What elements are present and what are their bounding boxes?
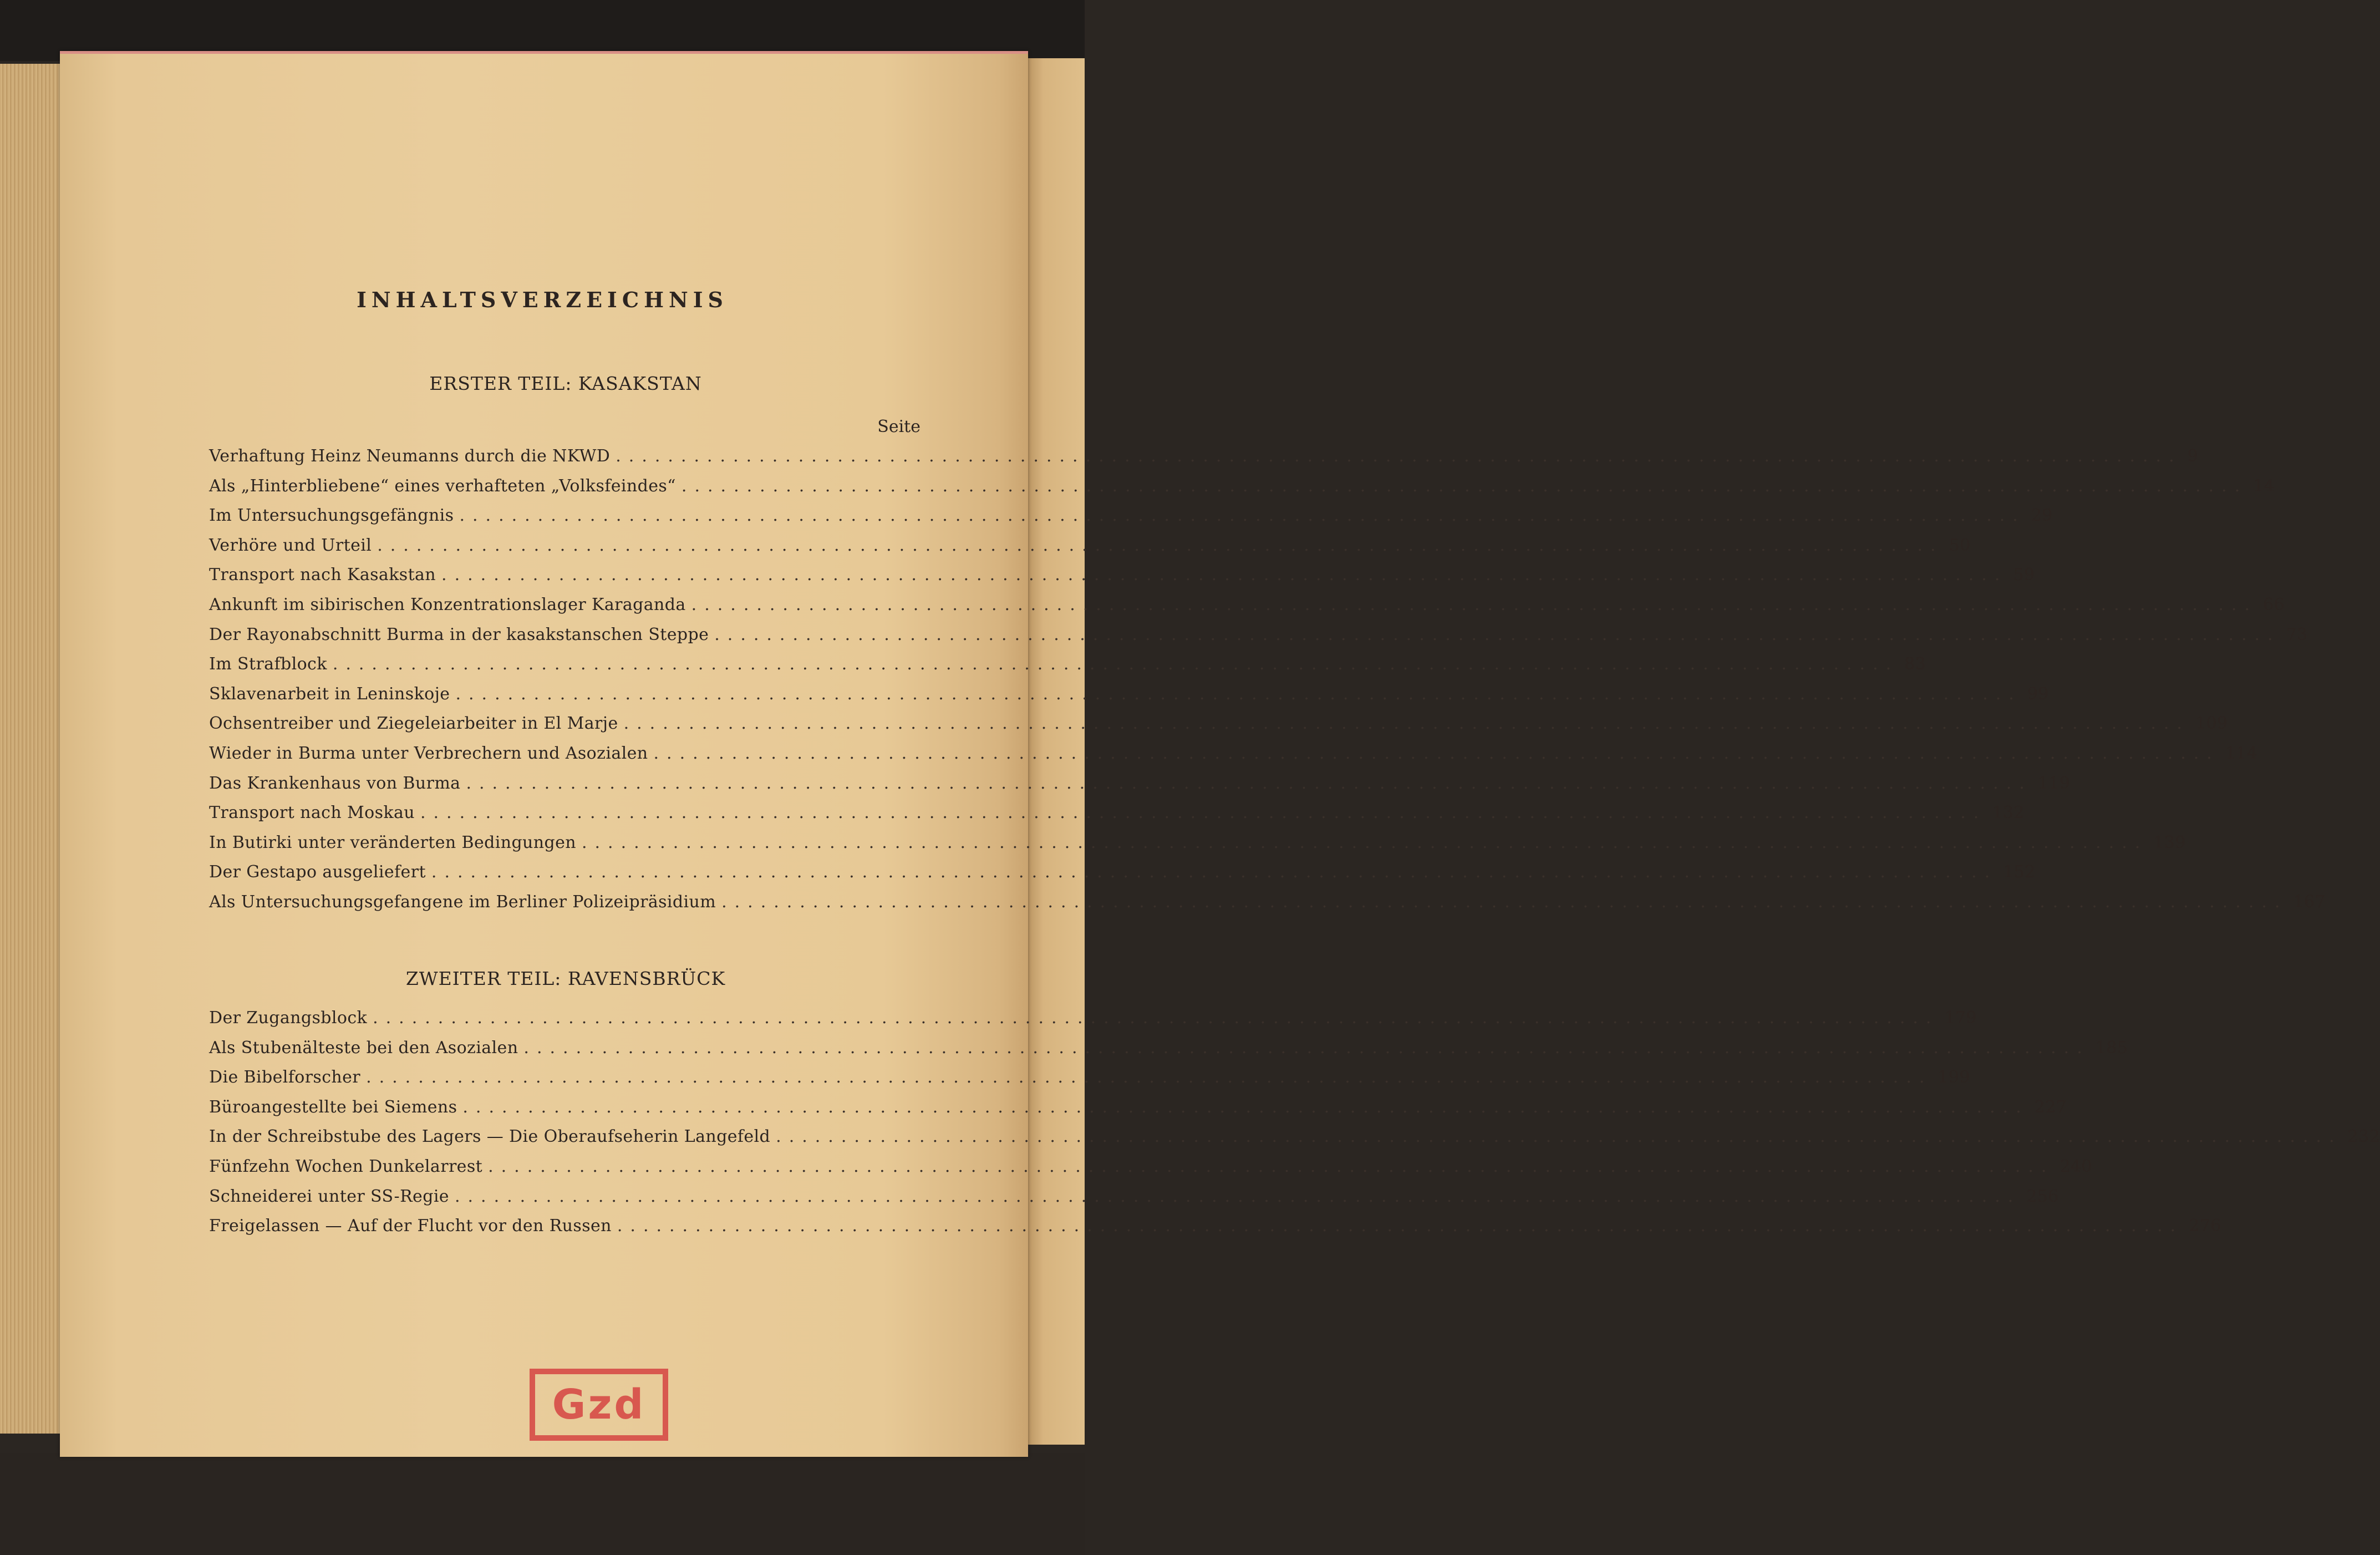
- toc-entry: [209, 743, 2258, 774]
- toc-entry-title: Freigelassen — Auf der Flucht vor den Russen: [209, 1216, 612, 1236]
- toc-entry: [209, 535, 1971, 566]
- toc-entry-page: 227: [2034, 1097, 2067, 1117]
- toc-leader-dots: ........................................................................................................................: [623, 714, 2190, 734]
- toc-leader-dots: ........................................................................................................................: [459, 506, 2026, 526]
- toc-entry-page: 152: [2003, 862, 2036, 882]
- toc-entry: [209, 714, 2228, 744]
- toc-entry-title: Schneiderei unter SS-Regie: [209, 1186, 449, 1206]
- toc-entry-page: 9: [2187, 446, 2199, 466]
- toc-entry-title: Ochsentreiber und Ziegeleiarbeiter in El Marje: [209, 714, 618, 734]
- background-shadow-bottom: [0, 1453, 1085, 1555]
- toc-entry: [209, 892, 2326, 922]
- stamp-text: Gzd: [552, 1381, 646, 1429]
- toc-leader-dots: ........................................................................................................................: [377, 535, 1944, 555]
- toc-entry-title: Als „Hinterbliebene“ eines verhafteten „Volksfeindes“: [209, 476, 676, 496]
- toc-entry: [209, 1156, 2092, 1187]
- toc-entry-page: 109: [2195, 714, 2228, 734]
- toc-entry: [209, 594, 2285, 625]
- toc-entry-page: 119: [2037, 773, 2071, 793]
- toc-leader-dots: ........................................................................................................................: [366, 1068, 1933, 1088]
- toc-entry: [209, 1127, 2380, 1157]
- toc-leader-dots: ........................................................................................................................: [455, 684, 2022, 704]
- toc-entry: [209, 654, 1926, 684]
- toc-leader-dots: ........................................................................................................................: [373, 1008, 1939, 1028]
- toc-entry-page: 139: [2153, 832, 2186, 852]
- toc-leader-dots: ........................................................................................................................: [462, 1097, 2029, 1117]
- toc-entry-title: Transport nach Moskau: [209, 803, 415, 823]
- book-page-edges: [0, 64, 67, 1434]
- toc-entry-page: 276: [2189, 1216, 2221, 1236]
- toc-leader-dots: ........................................................................................................................: [653, 743, 2220, 763]
- toc-leader-dots: ........................................................................................................................: [332, 654, 1899, 674]
- toc-entry: [209, 624, 2308, 655]
- toc-leader-dots: ........................................................................................................................: [581, 832, 2148, 852]
- toc-entry: [209, 1038, 2128, 1068]
- part-2-heading: ZWEITER TEIL: RAVENSBRÜCK: [405, 968, 726, 989]
- toc-entry: [209, 565, 2035, 595]
- toc-entry: [209, 506, 2053, 536]
- page-column-label: Seite: [877, 417, 921, 436]
- toc-leader-dots: ........................................................................................................................: [488, 1156, 2054, 1176]
- toc-entry-page: 199: [1937, 1068, 1970, 1088]
- toc-entry-title: Büroangestellte bei Siemens: [209, 1097, 457, 1117]
- toc-entry-page: 83: [1904, 654, 1926, 674]
- toc-leader-dots: ........................................................................................................................: [441, 565, 2008, 585]
- toc-leader-dots: ........................................................................................................................: [420, 803, 1987, 823]
- part-1-heading: ERSTER TEIL: KASAKSTAN: [429, 373, 702, 394]
- toc-entry-title: Das Krankenhaus von Burma: [209, 773, 461, 793]
- toc-entry-page: 132: [1992, 803, 2025, 823]
- toc-entry: [209, 1008, 1977, 1038]
- contents-title: INHALTSVERZEICHNIS: [357, 287, 728, 312]
- toc-entry: [209, 684, 2049, 714]
- toc-entry: [209, 1186, 2059, 1217]
- toc-entry-page: 50: [1949, 535, 1971, 555]
- toc-part-2: [209, 1008, 2380, 1246]
- toc-entry-page: 167: [2293, 892, 2326, 912]
- toc-entry-page: 114: [2225, 743, 2258, 763]
- toc-entry: [209, 1068, 1970, 1097]
- toc-leader-dots: ........................................................................................................................: [616, 446, 2182, 466]
- toc-entry: [209, 476, 2275, 506]
- toc-entry-page: 29: [2031, 506, 2053, 526]
- toc-leader-dots: ........................................................................................................................: [431, 862, 1998, 882]
- toc-leader-dots: ........................................................................................................................: [681, 476, 2248, 496]
- toc-entry-page: 14: [2253, 476, 2275, 496]
- toc-entry-title: Wieder in Burma unter Verbrechern und Asozialen: [209, 743, 648, 763]
- toc-entry-title: Ankunft im sibirischen Konzentrationslager Karaganda: [209, 594, 686, 614]
- toc-entry-page: 240: [2059, 1156, 2092, 1176]
- toc-entry-title: In der Schreibstube des Lagers — Die Oberaufseherin Langefeld: [209, 1127, 771, 1147]
- toc-entry-page: 66: [2263, 594, 2285, 614]
- toc-entry-page: 232: [2347, 1127, 2380, 1147]
- toc-leader-dots: ........................................................................................................................: [714, 624, 2281, 644]
- toc-entry-title: Sklavenarbeit in Leninskoje: [209, 684, 450, 704]
- toc-entry-page: 99: [2027, 684, 2049, 704]
- toc-entry-title: Als Untersuchungsgefangene im Berliner Polizeipräsidium: [209, 892, 716, 912]
- toc-leader-dots: ........................................................................................................................: [617, 1216, 2184, 1236]
- toc-entry: [209, 446, 2199, 476]
- toc-entry-title: Der Zugangsblock: [209, 1008, 368, 1028]
- toc-entry: [209, 832, 2186, 863]
- toc-entry-page: 256: [2026, 1186, 2059, 1206]
- toc-entry-page: 179: [1944, 1008, 1977, 1028]
- toc-leader-dots: ........................................................................................................................: [691, 594, 2258, 614]
- toc-leader-dots: ........................................................................................................................: [523, 1038, 2090, 1058]
- toc-leader-dots: ........................................................................................................................: [466, 773, 2032, 793]
- toc-leader-dots: ........................................................................................................................: [721, 892, 2288, 912]
- toc-entry-title: Im Untersuchungsgefängnis: [209, 506, 454, 526]
- toc-entry: [209, 773, 2071, 804]
- toc-entry: [209, 1097, 2067, 1127]
- toc-entry-title: Fünfzehn Wochen Dunkelarrest: [209, 1156, 483, 1176]
- toc-entry-title: Der Gestapo ausgeliefert: [209, 862, 426, 882]
- toc-entry-title: Transport nach Kasakstan: [209, 565, 436, 585]
- toc-entry: [209, 1216, 2221, 1246]
- toc-entry-title: Als Stubenälteste bei den Asozialen: [209, 1038, 518, 1058]
- toc-entry: [209, 803, 2025, 833]
- toc-entry-page: 185: [2095, 1038, 2128, 1058]
- toc-entry-title: Der Rayonabschnitt Burma in der kasakstanschen Steppe: [209, 624, 709, 644]
- toc-entry-page: 73: [2286, 624, 2308, 644]
- toc-part-1: [209, 446, 2326, 922]
- toc-entry-title: In Butirki unter veränderten Bedingungen: [209, 832, 576, 852]
- toc-entry-title: Verhaftung Heinz Neumanns durch die NKWD: [209, 446, 611, 466]
- toc-entry-title: Im Strafblock: [209, 654, 327, 674]
- toc-entry-title: Verhöre und Urteil: [209, 535, 372, 555]
- censor-stamp: [530, 1369, 668, 1441]
- toc-leader-dots: ........................................................................................................................: [776, 1127, 2342, 1147]
- toc-entry: [209, 862, 2036, 892]
- toc-entry-page: 59: [2013, 565, 2035, 585]
- toc-leader-dots: ........................................................................................................................: [454, 1186, 2021, 1206]
- toc-entry-title: Die Bibelforscher: [209, 1068, 361, 1088]
